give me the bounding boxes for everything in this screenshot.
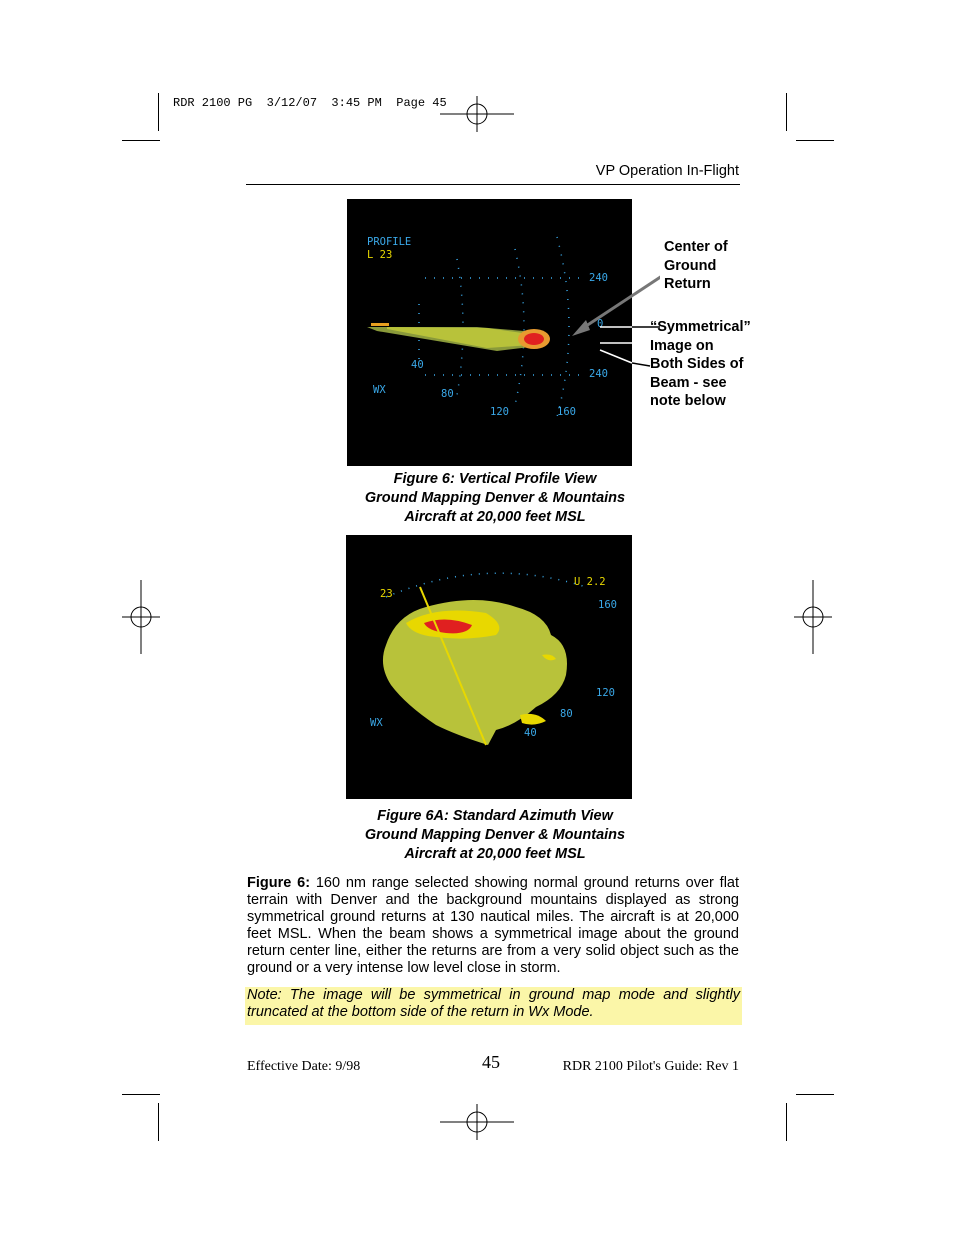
header-rule — [246, 184, 740, 185]
profile-mode-label: PROFILE — [367, 236, 412, 248]
azimuth-display — [346, 535, 632, 799]
callout-center-of-ground-return: Center of Ground Return — [664, 239, 728, 292]
azimuth-tilt-right-label: U 2.2 — [574, 576, 606, 588]
figure6a-radar-screen — [346, 535, 632, 799]
wx-mode-label: WX — [373, 384, 386, 396]
azimuth-range-40: 40 — [524, 727, 537, 739]
ground-return-beam — [367, 323, 550, 351]
ground-map-returns — [383, 600, 567, 745]
altitude-bottom-label: 240 — [589, 368, 608, 380]
figure6a-caption: Figure 6A: Standard Azimuth View Ground Mapping Denver & Mountains Aircraft at 20,000 feet MSL — [364, 808, 626, 862]
range-label-160: 160 — [557, 406, 576, 418]
figure6-description — [247, 875, 739, 977]
azimuth-tilt-label: 23 — [380, 588, 393, 600]
callout-leaders — [560, 250, 660, 375]
altitude-top-label: 240 — [589, 272, 608, 284]
description-text: 160 nm range selected showing normal ground returns over flat terrain with Denver and the background mountains displayed as strong symmetrical ground returns at 130 nautical miles. The aircraft is at 20,000 feet MSL. When the beam shows a symmetrical image about the ground return center line, either the returns are from a very solid object such as the ground or a very intense low level close in storm. — [247, 875, 740, 976]
section-header: VP Operation In-Flight — [595, 163, 739, 179]
range-label-80: 80 — [441, 388, 454, 400]
footer-effective-date: Effective Date: 9/98 — [247, 1059, 361, 1074]
figure6-caption: Figure 6: Vertical Profile View Ground Mapping Denver & Mountains Aircraft at 20,000 feet MSL — [364, 471, 626, 525]
description-lead: Figure 6: — [247, 875, 311, 891]
range-label-40: 40 — [411, 359, 424, 371]
azimuth-range-160: 160 — [598, 599, 617, 611]
azimuth-range-arc — [386, 573, 586, 597]
azimuth-range-120: 120 — [596, 687, 615, 699]
page-number: 45 — [482, 1052, 500, 1072]
callout-symmetrical-image: “Symmetrical” Image on Both Sides of Beam - see note below — [650, 319, 751, 409]
altitude-zero-label: 0 — [597, 318, 604, 330]
footer-guide-title: RDR 2100 Pilot's Guide: Rev 1 — [562, 1059, 739, 1074]
highlighted-note: Note: The image will be symmetrical in ground map mode and slightly truncated at the bottom side of the return in Wx Mode. — [245, 987, 742, 1025]
azimuth-wx-label: WX — [370, 717, 383, 729]
profile-tilt-label: L 23 — [367, 249, 393, 261]
printer-slug: RDR 2100 PG 3/12/07 3:45 PM Page 45 — [173, 96, 447, 110]
azimuth-range-80: 80 — [560, 708, 573, 720]
range-label-120: 120 — [490, 406, 509, 418]
